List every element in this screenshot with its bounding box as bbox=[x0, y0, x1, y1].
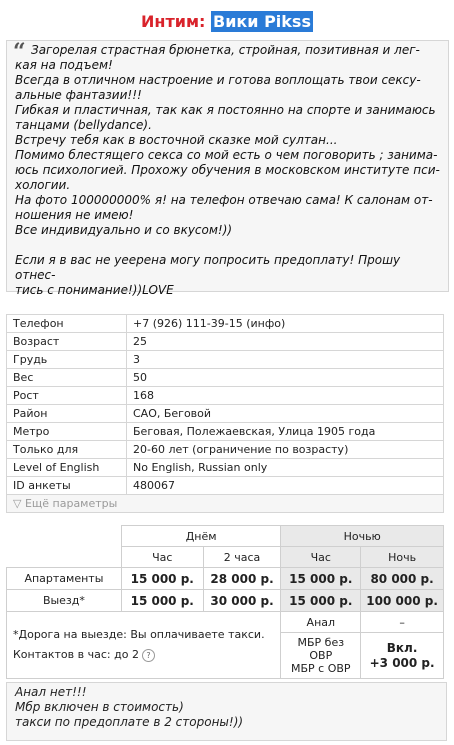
road-note: *Дорога на выезде: Вы оплачиваете такси. bbox=[13, 628, 265, 641]
param-key: Метро bbox=[7, 423, 127, 441]
title-label: Интим: bbox=[141, 12, 206, 31]
outcall-label: Выезд* bbox=[7, 590, 122, 612]
day-two-hours-header: 2 часа bbox=[203, 547, 281, 568]
apartments-day-hour: 15 000 р. bbox=[121, 568, 203, 590]
description-box bbox=[6, 39, 449, 297]
param-key: Рост bbox=[7, 387, 127, 405]
night-night-header: Ночь bbox=[361, 547, 444, 568]
description-line: Если я в вас не уеерена могу попросить предоплату! Прошу отнес- bbox=[15, 253, 401, 282]
description-line: Гибкая и пластичная, так как я постоянно на спорте и занимаюсь bbox=[15, 103, 436, 117]
param-value: No English, Russian only bbox=[127, 459, 444, 477]
apartments-label: Апартаменты bbox=[7, 568, 122, 590]
param-row bbox=[7, 459, 444, 477]
night-hour-header: Час bbox=[281, 547, 361, 568]
day-hour-header: Час bbox=[121, 547, 203, 568]
param-row bbox=[7, 387, 444, 405]
anal-value: – bbox=[361, 612, 444, 633]
description-line: альные фантазии!!! bbox=[15, 88, 142, 102]
outcall-night: 100 000 р. bbox=[361, 590, 444, 612]
profile-name-link[interactable]: Вики Pikss bbox=[213, 12, 311, 31]
apartments-night-hour: 15 000 р. bbox=[281, 568, 361, 590]
param-value: 480067 bbox=[127, 477, 444, 495]
description-line: Все индивидуально и со вкусом!)) bbox=[15, 223, 233, 237]
param-value: САО, Беговой bbox=[127, 405, 444, 423]
param-key: Район bbox=[7, 405, 127, 423]
apartments-day-2h: 28 000 р. bbox=[203, 568, 281, 590]
params-table bbox=[6, 314, 444, 513]
more-params-toggle[interactable]: ▽ Ещё параметры bbox=[7, 495, 444, 513]
param-value: 25 bbox=[127, 333, 444, 351]
description-line: танцами (bellydance). bbox=[15, 118, 152, 132]
description-line: тись с понимание!))LOVE bbox=[15, 283, 174, 297]
description-line: На фото 100000000% я! на телефон отвечаю сама! К салонам от- bbox=[15, 193, 433, 207]
price-notes bbox=[7, 612, 281, 679]
param-row bbox=[7, 423, 444, 441]
param-key: Вес bbox=[7, 369, 127, 387]
param-value: 168 bbox=[127, 387, 444, 405]
description-line bbox=[15, 238, 440, 253]
night-header: Ночью bbox=[281, 526, 444, 547]
description-line: Всегда в отличном настроение и готова воплощать твои сексу- bbox=[15, 73, 421, 87]
param-row bbox=[7, 441, 444, 459]
anal-label: Анал bbox=[281, 612, 361, 633]
param-value: 3 bbox=[127, 351, 444, 369]
page-title bbox=[0, 10, 454, 34]
param-row bbox=[7, 405, 444, 423]
param-key: Возраст bbox=[7, 333, 127, 351]
description-line: кая на подъем! bbox=[15, 58, 113, 72]
param-row bbox=[7, 477, 444, 495]
footer-text bbox=[15, 685, 438, 730]
description-line: Встречу тебя как в восточной сказке мой султан... bbox=[15, 133, 338, 147]
param-row bbox=[7, 351, 444, 369]
param-row bbox=[7, 369, 444, 387]
outcall-day-hour: 15 000 р. bbox=[121, 590, 203, 612]
description-line: ношения не имею! bbox=[15, 208, 134, 222]
quote-icon: “ bbox=[13, 39, 26, 65]
help-icon[interactable]: ? bbox=[142, 649, 155, 662]
param-row bbox=[7, 333, 444, 351]
description-text bbox=[13, 39, 440, 298]
day-header: Днём bbox=[121, 526, 281, 547]
param-value[interactable]: +7 (926) 111-39-15 (инфо) bbox=[127, 315, 444, 333]
param-key: Телефон bbox=[7, 315, 127, 333]
mbr-with-label: МБР с ОВР bbox=[291, 662, 351, 675]
outcall-day-2h: 30 000 р. bbox=[203, 590, 281, 612]
footer-note bbox=[6, 682, 447, 741]
param-key: Грудь bbox=[7, 351, 127, 369]
param-value: 20-60 лет (ограничение по возрасту) bbox=[127, 441, 444, 459]
param-key: ID анкеты bbox=[7, 477, 127, 495]
mbr-without-value: Вкл. bbox=[386, 640, 418, 655]
mbr-without-label: МБР без ОВР bbox=[297, 636, 345, 662]
param-value: Беговая, Полежаевская, Улица 1905 года bbox=[127, 423, 444, 441]
mbr-with-value: +3 000 р. bbox=[369, 655, 435, 670]
param-value: 50 bbox=[127, 369, 444, 387]
footer-line: Мбр включен в стоимость) bbox=[15, 700, 184, 714]
description-line: юсь психологией. Прохожу обучения в московском институте пси- bbox=[15, 163, 440, 177]
outcall-night-hour: 15 000 р. bbox=[281, 590, 361, 612]
contacts-note: Контактов в час: до 2 bbox=[13, 648, 139, 661]
footer-line: такси по предоплате в 2 стороны!)) bbox=[15, 715, 244, 729]
apartments-night: 80 000 р. bbox=[361, 568, 444, 590]
description-line: Загорелая страстная брюнетка, стройная, позитивная и лег- bbox=[31, 43, 420, 57]
description-line: хологии. bbox=[15, 178, 71, 192]
param-row bbox=[7, 315, 444, 333]
description-line: Помимо блестящего секса со мой есть о чем поговорить ; занима- bbox=[15, 148, 438, 162]
footer-line: Анал нет!!! bbox=[15, 685, 87, 699]
param-key: Только для bbox=[7, 441, 127, 459]
prices-table bbox=[6, 525, 444, 679]
param-key: Level of English bbox=[7, 459, 127, 477]
